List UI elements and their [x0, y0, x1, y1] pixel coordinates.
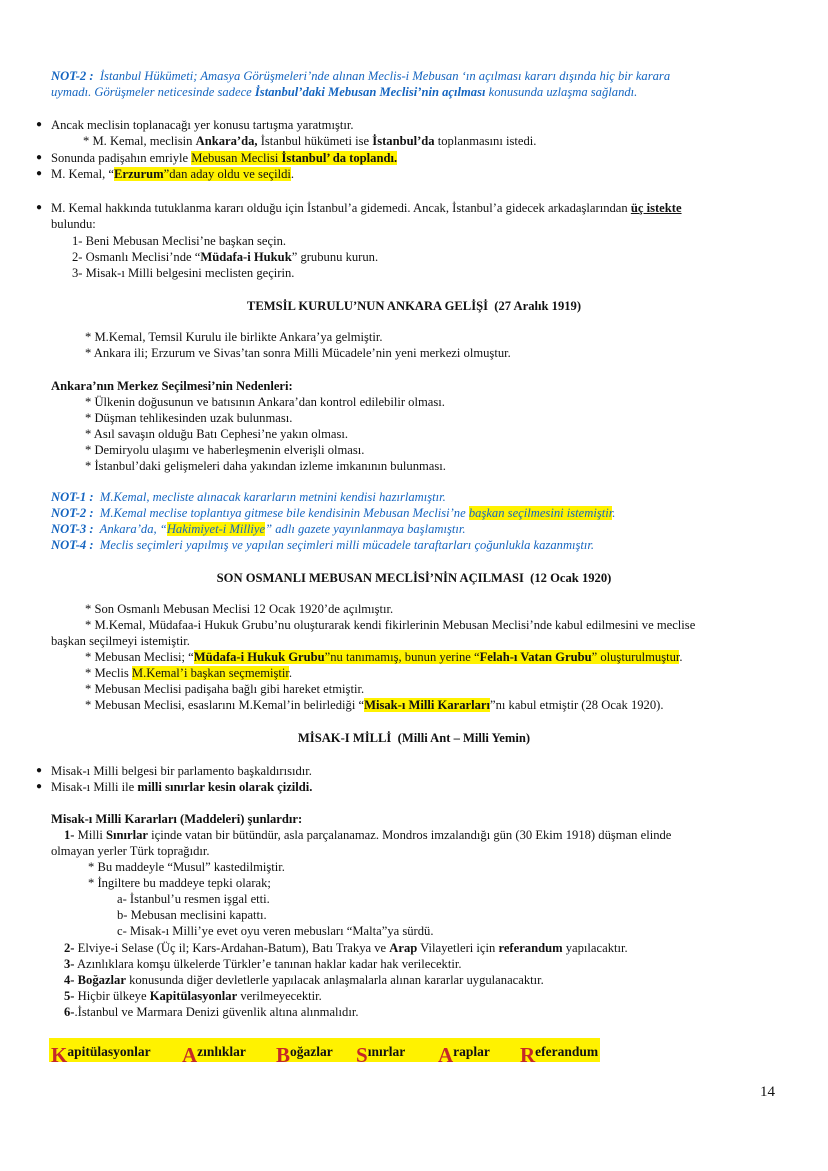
bullet-text-cont: bulundu:	[51, 217, 96, 231]
request-item: 3- Misak-ı Milli belgesini meclisten geçirin.	[72, 266, 295, 280]
request-item: 1- Beni Mebusan Meclisi’ne başkan seçin.	[72, 234, 287, 248]
section-heading: MİSAK-I MİLLİ (Milli Ant – Milli Yemin)	[297, 731, 531, 745]
bullet-icon: ●	[36, 202, 43, 213]
article-6: 6-.İstanbul ve Marmara Denizi güvenlik altına alınmalıdır.	[64, 1005, 359, 1019]
bullet-sub: * M. Kemal, meclisin Ankara’da, İstanbul hükümeti ise İstanbul’da toplanmasını istedi.	[83, 134, 537, 148]
mnemonic-word: K apitülasyonlar	[51, 1043, 151, 1067]
section-line: * Mebusan Meclisi, esaslarını M.Kemal’in belirlediği “Misak-ı Milli Kararları”nı kabul etmiştir (28 Ocak 1920).	[85, 698, 664, 712]
bullet-text: Misak-ı Milli belgesi bir parlamento başkaldırısıdır.	[51, 764, 312, 778]
section-line: * Meclis M.Kemal’i başkan seçmemiştir.	[85, 666, 293, 680]
article-5: 5- Hiçbir ülkeye Kapitülasyonlar verilmeyecektir.	[64, 989, 322, 1003]
mnemonic-word: B oğazlar	[276, 1043, 333, 1067]
bullet-text: Sonunda padişahın emriyle Mebusan Meclisi İstanbul’ da toplandı.	[51, 151, 398, 165]
note-line: NOT-1 : M.Kemal, mecliste alınacak kararların metnini kendisi hazırlamıştır.	[51, 490, 446, 504]
bullet-text: M. Kemal hakkında tutuklanma kararı olduğu için İstanbul’a gidemedi. Ancak, İstanbul’a gidecek arkadaşlarından üç istekte	[51, 201, 682, 215]
section-line: * Son Osmanlı Mebusan Meclisi 12 Ocak 1920’de açılmıştır.	[85, 602, 394, 616]
article-sub: * İngiltere bu maddeye tepki olarak;	[88, 876, 271, 890]
article-sub: * Bu maddeyle “Musul” kastedilmiştir.	[88, 860, 285, 874]
article-3: 3- Azınlıklara komşu ülkelerde Türkler’e tanınan haklar kadar hak verilecektir.	[64, 957, 462, 971]
bullet-text: M. Kemal, “Erzurum”dan aday oldu ve seçildi.	[51, 167, 295, 181]
section-heading: SON OSMANLI MEBUSAN MECLİSİ’NİN AÇILMASI (12 Ocak 1920)	[216, 571, 612, 585]
reasons-title: Ankara’nın Merkez Seçilmesi’nin Nedenleri:	[51, 379, 293, 393]
section-line: başkan seçilmeyi istemiştir.	[51, 634, 190, 648]
note-line: NOT-4 : Meclis seçimleri yapılmış ve yapılan seçimleri milli mücadele taraftarları çoğunlukla kazanmıştır.	[51, 538, 595, 552]
request-item: 2- Osmanlı Meclisi’nde “Müdafa-i Hukuk” grubunu kurun.	[72, 250, 379, 264]
mnemonic-word: S ınırlar	[356, 1043, 406, 1067]
article-subsub: a- İstanbul’u resmen işgal etti.	[117, 892, 270, 906]
mnemonic-bar	[49, 1038, 600, 1067]
section-line: * Mebusan Meclisi padişaha bağlı gibi hareket etmiştir.	[85, 682, 365, 696]
bullet-icon: ●	[36, 765, 43, 776]
article-2: 2- Elviye-i Selase (Üç il; Kars-Ardahan-Batum), Batı Trakya ve Arap Vilayetleri için referandum yapılacaktır.	[64, 941, 628, 955]
bullet-icon: ●	[36, 168, 43, 179]
bullet-icon: ●	[36, 152, 43, 163]
article-4: 4- Boğazlar konusunda diğer devletlerle yapılacak anlaşmalarla alınan kararlar uygulanacaktır.	[64, 973, 544, 987]
bullet-icon: ●	[36, 119, 43, 130]
section-heading: TEMSİL KURULU’NUN ANKARA GELİŞİ (27 Aralık 1919)	[246, 299, 582, 313]
article-subsub: b- Mebusan meclisini kapattı.	[117, 908, 267, 922]
top-note-line2: uymadı. Görüşmeler neticesinde sadece İstanbul’daki Mebusan Meclisi’nin açılması konusunda uzlaşma sağlandı.	[51, 85, 638, 99]
mnemonic-word: A raplar	[438, 1043, 490, 1067]
article-1: 1- Milli Sınırlar içinde vatan bir bütündür, asla parçalanamaz. Mondros imzalandığı gün (30 Ekim 1918) düşman elinde	[64, 828, 672, 842]
reason-item: * İstanbul’daki gelişmeleri daha yakından izleme imkanının bulunması.	[85, 459, 446, 473]
article-subsub: c- Misak-ı Milli’ye evet oyu veren mebusları “Malta”ya sürdü.	[117, 924, 434, 938]
note-line: NOT-3 : Ankara’da, “Hakimiyet-i Milliye” adlı gazete yayınlanmaya başlamıştır.	[51, 522, 466, 536]
reason-item: * Düşman tehlikesinden uzak bulunması.	[85, 411, 293, 425]
article-1-cont: olmayan yerler Türk toprağıdır.	[51, 844, 210, 858]
section-line: * M.Kemal, Müdafaa-i Hukuk Grubu’nu oluşturarak kendi fikirlerinin Mebusan Meclisi’nde kabul edilmesini ve meclise	[85, 618, 696, 632]
bullet-text: Ancak meclisin toplanacağı yer konusu tartışma yaratmıştır.	[51, 118, 354, 132]
section-line: * Mebusan Meclisi; “Müdafa-i Hukuk Grubu”nu tanımamış, bunun yerine “Felah-ı Vatan Grubu” oluşturulmuştur.	[85, 650, 683, 664]
reason-item: * Asıl savaşın olduğu Batı Cephesi’ne yakın olması.	[85, 427, 349, 441]
mnemonic-word: A zınlıklar	[182, 1043, 246, 1067]
mnemonic-word: R eferandum	[520, 1043, 599, 1067]
articles-title: Misak-ı Milli Kararları (Maddeleri) şunlardır:	[51, 812, 303, 826]
bullet-icon: ●	[36, 781, 43, 792]
note-line: NOT-2 : M.Kemal meclise toplantıya gitmese bile kendisinin Mebusan Meclisi’ne başkan seçilmesini istemiştir.	[51, 506, 616, 520]
reason-item: * Ülkenin doğusunun ve batısının Ankara’dan kontrol edilebilir olması.	[85, 395, 445, 409]
bullet-text: Misak-ı Milli ile milli sınırlar kesin olarak çizildi.	[51, 780, 313, 794]
top-note-line1: NOT-2 : İstanbul Hükümeti; Amasya Görüşmeleri’nde alınan Meclis-i Mebusan ‘ın açılması kararı dışında hiç bir karara	[51, 69, 671, 83]
section-line: * M.Kemal, Temsil Kurulu ile birlikte Ankara’ya gelmiştir.	[85, 330, 383, 344]
page-number: 14	[760, 1084, 775, 1100]
section-line: * Ankara ili; Erzurum ve Sivas’tan sonra Milli Mücadele’nin yeni merkezi olmuştur.	[85, 346, 511, 360]
reason-item: * Demiryolu ulaşımı ve haberleşmenin elverişli olması.	[85, 443, 365, 457]
